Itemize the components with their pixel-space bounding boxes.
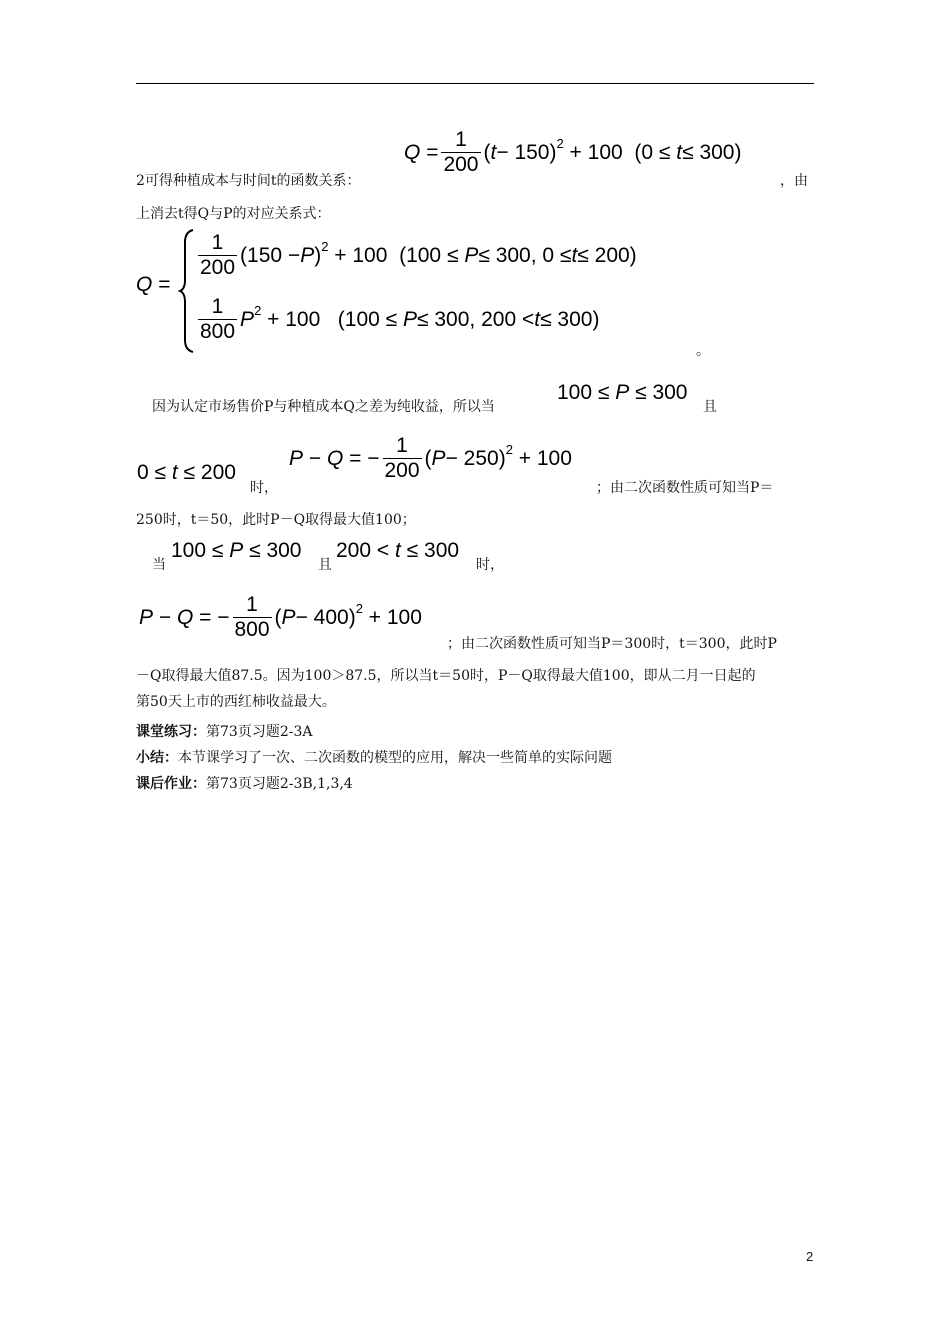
- text-eq2-tail: ；由二次函数性质可知当P＝: [596, 480, 774, 496]
- summary-label: 小结：: [136, 750, 178, 766]
- text-and: 且: [703, 399, 717, 415]
- header-rule: [136, 83, 814, 84]
- text-line-250: 250时，t＝50，此时P－Q取得最大值100；: [136, 512, 416, 528]
- summary-line: [136, 749, 612, 767]
- piecewise-row1: $\frac{1}{200}$ (150 − P ) $^2$ + 100 (100 ≤ P ≤ 300, 0 ≤ t ≤ 200): [200, 231, 637, 279]
- text-line1: 2可得种植成本与时间t的函数关系：: [136, 173, 361, 189]
- piecewise-lhs: Q =: [136, 273, 171, 296]
- practice-line: [136, 723, 312, 741]
- text-line1-end: ，由: [780, 173, 808, 189]
- text-line-50: 第50天上市的西红柿收益最大。: [136, 694, 336, 710]
- practice-label: 课堂练习：: [136, 724, 206, 740]
- period: 。: [696, 343, 710, 359]
- summary-text: 本节课学习了一次、二次函数的模型的应用，解决一些简单的实际问题: [178, 750, 612, 766]
- inequality-p-range: 100 ≤ P ≤ 300: [557, 381, 688, 404]
- equation-profit-2: P − Q = − $\frac{1}{800}$ ( P − 400) $^2$ + 100: [139, 593, 422, 641]
- inequality-p-range-2: 100 ≤ P ≤ 300: [171, 539, 302, 562]
- homework-text: 第73页习题2-3B,1,3,4: [206, 776, 353, 792]
- text-eq3-tail: ；由二次函数性质可知当P＝300时，t＝300，此时P: [447, 636, 777, 652]
- text-line-875: －Q取得最大值87.5。因为100＞87.5，所以当t＝50时，P－Q取得最大值100，即从二月一日起的: [136, 668, 756, 684]
- left-brace-icon: [178, 228, 196, 354]
- equation-profit-1: P − Q = − $\frac{1}{200}$ ( P − 250) $^2$ + 100: [289, 434, 572, 482]
- page-number: 2: [806, 1249, 814, 1264]
- homework-line: [136, 775, 353, 793]
- text-when1: 时，: [250, 480, 278, 496]
- text-line2: 上消去t得Q与P的对应关系式：: [136, 206, 331, 222]
- text-when-prefix: 当: [152, 557, 166, 573]
- inequality-t-range-2: 200 < t ≤ 300: [336, 539, 460, 562]
- text-para2: 因为认定市场售价P与种植成本Q之差为纯收益，所以当: [152, 399, 495, 415]
- practice-text: 第73页习题2-3A: [206, 724, 313, 740]
- homework-label: 课后作业：: [136, 776, 206, 792]
- text-and-2: 且: [318, 557, 332, 573]
- equation-cost-time: Q = $\frac{1}{200}$ ( t − 150) $^2$ + 100 (0 ≤ t ≤ 300): [404, 128, 742, 176]
- text-when2: 时，: [476, 557, 504, 573]
- piecewise-row2: $\frac{1}{800}$ P $^2$ + 100 (100 ≤ P ≤ 300, 200 < t ≤ 300): [200, 295, 600, 343]
- inequality-t-range: 0 ≤ t ≤ 200: [137, 461, 236, 484]
